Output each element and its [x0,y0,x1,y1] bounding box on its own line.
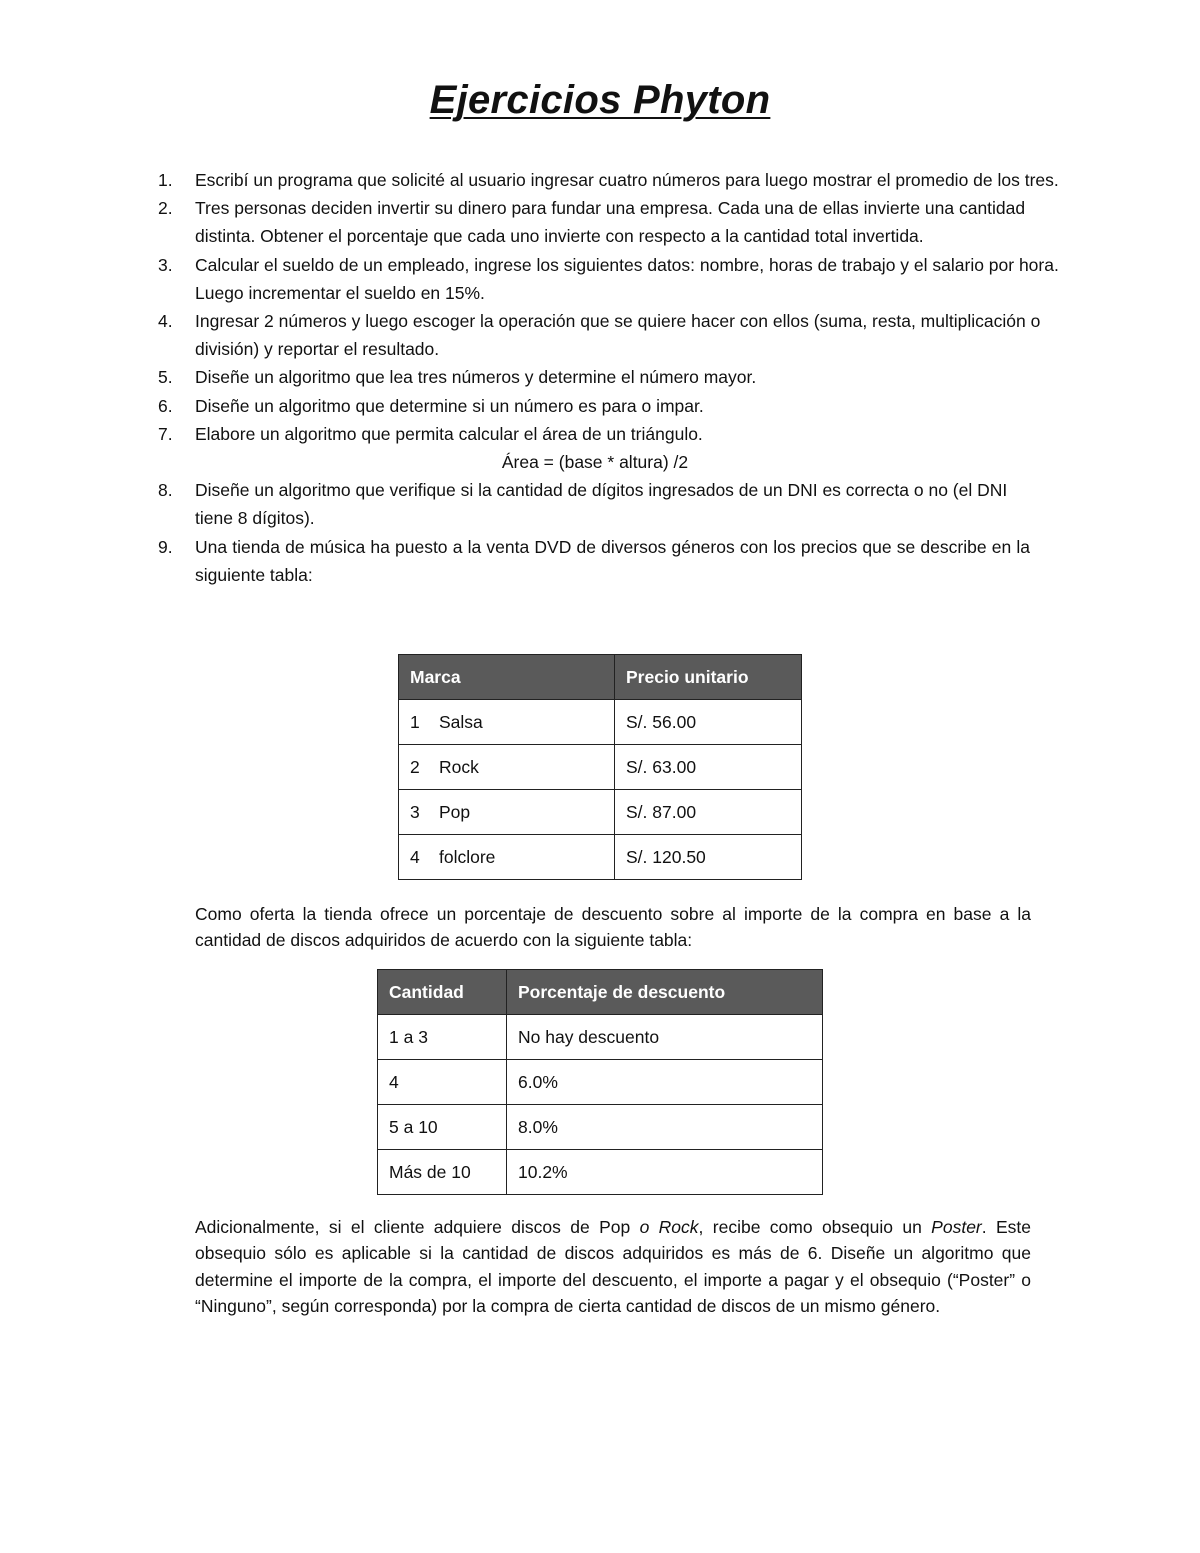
quantity-cell: 5 a 10 [378,1105,507,1150]
list-item [150,420,1085,476]
column-header-cantidad: Cantidad [378,970,507,1015]
final-text-1: Adicionalmente, si el cliente adquiere discos de Pop [195,1217,640,1237]
table-header-row [378,970,823,1015]
genre-cell [399,790,615,835]
quantity-cell: 1 a 3 [378,1015,507,1060]
item-text: Diseñe un algoritmo que lea tres números y determine el número mayor. [195,367,757,388]
final-text-4: Poster [931,1217,982,1237]
genre-name: Pop [439,801,471,822]
item-number: 8. [158,480,173,501]
item-number: 9. [158,536,173,557]
column-header-precio: Precio unitario [615,655,802,700]
item-text: Escribí un programa que solicité al usuario ingresar cuatro números para luego mostrar el promedio de los tres. [195,170,1059,190]
item-text: Ingresar 2 números y luego escoger la operación que se quiere hacer con ellos (suma, resta, multiplicación o división) y reportar el resultado. [195,311,1041,360]
area-formula: Área = (base * altura) /2 [501,452,689,473]
table-row [378,1015,823,1060]
item-number: 5. [158,367,173,388]
table-row [378,1105,823,1150]
list-item [150,307,1085,363]
item-number: 4. [158,311,173,332]
genre-cell [399,835,615,880]
list-item [150,533,1085,589]
price-cell: S/. 87.00 [615,790,802,835]
table-header-row [399,655,802,700]
item-text: Calcular el sueldo de un empleado, ingrese los siguientes datos: nombre, horas de trabajo y el salario por hora. Luego incrementar el sueldo en 15%. [195,254,1059,303]
exercise-list [150,166,1085,589]
list-item [150,194,1085,250]
genre-index: 3 [410,801,420,822]
price-cell: S/. 56.00 [615,700,802,745]
discount-cell: No hay descuento [507,1015,823,1060]
table-row [378,1150,823,1195]
list-item [150,392,1085,420]
column-header-porcentaje: Porcentaje de descuento [507,970,823,1015]
list-item [150,476,1085,532]
page-title: Ejercicios Phyton [429,78,771,122]
discount-table [377,969,823,1195]
discount-cell: 6.0% [507,1060,823,1105]
list-item [150,166,1085,194]
final-text-5: . Este obsequio sólo es aplicable si la cantidad de discos adquiridos es más de 6. Diseñe un algoritmo que determine el importe de la compra, el importe del descuento, el importe a pagar y el obsequio (“Poster” o “Ninguno”, según corresponda) por la compra de cierta cantidad de discos de un mismo género. [195,1217,1031,1317]
quantity-cell: Más de 10 [378,1150,507,1195]
item-text: Tres personas deciden invertir su dinero para fundar una empresa. Cada una de ellas invierte una cantidad distinta. Obtener el porcentaje que cada uno invierte con respecto a la cantidad total invertida. [195,198,1026,247]
table-row [399,790,802,835]
item-text: Diseñe un algoritmo que verifique si la cantidad de dígitos ingresados de un DNI es correcta o no (el DNI tiene 8 dígitos). [195,480,1008,529]
genre-index: 2 [410,756,420,777]
discount-cell: 8.0% [507,1105,823,1150]
offer-paragraph: Como oferta la tienda ofrece un porcentaje de descuento sobre al importe de la compra en base a la cantidad de discos adquiridos de acuerdo con la siguiente tabla: [195,904,1031,951]
item-text: Una tienda de música ha puesto a la venta DVD de diversos géneros con los precios que se describe en la siguiente tabla: [195,536,1030,585]
table-row [399,745,802,790]
item-text: Elabore un algoritmo que permita calcular el área de un triángulo. [195,423,703,444]
genre-index: 4 [410,846,420,867]
discount-cell: 10.2% [507,1150,823,1195]
item-number: 2. [158,198,173,219]
item-number: 6. [158,395,173,416]
item-number: 3. [158,254,173,275]
quantity-cell: 4 [378,1060,507,1105]
genre-name: Rock [439,756,479,777]
table-row [399,700,802,745]
final-text-2: o Rock [639,1217,699,1237]
price-cell: S/. 120.50 [615,835,802,880]
genre-index: 1 [410,711,420,732]
table-row [399,835,802,880]
list-item [150,363,1085,391]
final-paragraph [195,1214,1031,1320]
genre-name: folclore [439,846,496,867]
list-item [150,251,1085,307]
final-text-3: , recibe como obsequio un [698,1217,932,1237]
item-text: Diseñe un algoritmo que determine si un número es para o impar. [195,395,704,416]
item-number: 1. [158,170,173,190]
genre-cell [399,700,615,745]
prices-table [398,654,802,880]
item-number: 7. [158,423,173,444]
price-cell: S/. 63.00 [615,745,802,790]
genre-name: Salsa [439,711,483,732]
table-row [378,1060,823,1105]
column-header-marca: Marca [399,655,615,700]
genre-cell [399,745,615,790]
